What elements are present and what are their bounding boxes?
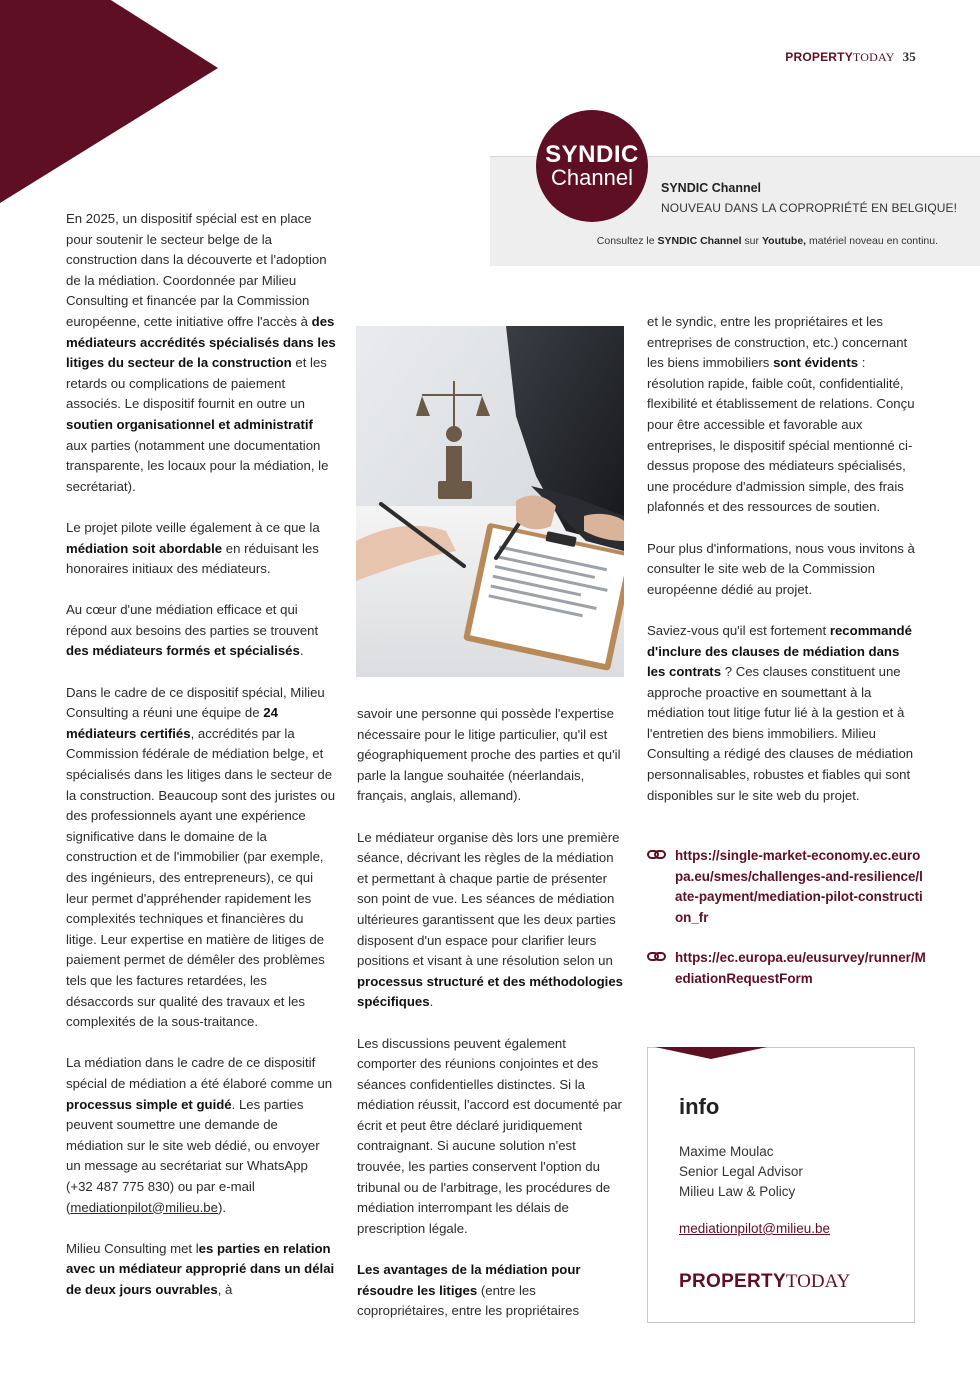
syndic-title: SYNDIC Channel <box>661 181 762 195</box>
page-number: 35 <box>902 49 916 64</box>
link-icon <box>647 846 667 928</box>
email-link[interactable]: mediationpilot@milieu.be <box>70 1199 218 1215</box>
link-list <box>647 846 927 1010</box>
syndic-note: Consultez le SYNDIC Channel sur Youtube, matériel noveau en continu. <box>596 235 938 247</box>
paragraph: Le médiateur organise dès lors une première séance, décrivant les règles de la médiation et permettant à chaque partie de présenter son point de vue. Les séances de médiation ultérieures garantissent que les deux parties disposent d'un espace pour clarifier leurs positions et visant à une résolution selon un processus structuré et des méthodologies spécifiques. <box>357 829 624 1010</box>
paragraph: Dans le cadre de ce dispositif spécial, Milieu Consulting a réuni une équipe de 24 médiateurs certifiés, accrédités par la Commission fédérale de médiation belge, et spécialisés dans les litiges dans le secteur de la construction. Beaucoup sont des juristes ou des professionnels ayant une expérience significative dans le domaine de la construction et de l'immobilier (par exemple, des ingénieurs, des entrepreneurs), ce qui leur permet d'appréhender rapidement les complexités techniques et financières du litige. Leur expertise en matière de litiges de paiement permet de démêler des problèmes tels que les factures retardées, les désaccords sur qualité des travaux et les complexités de la sous-traitance. <box>66 684 336 1030</box>
magazine-name: PROPERTYTODAY <box>785 50 895 64</box>
paragraph: Au cœur d'une médiation efficace et qui répond aux besoins des parties se trouvent des médiateurs formés et spécialisés. <box>66 602 319 659</box>
article-column-2 <box>357 704 627 1342</box>
link-url[interactable]: https://single-market-economy.ec.europa.eu/smes/challenges-and-resilience/late-payment/mediation-pilot-construction_fr <box>675 848 923 925</box>
article-photo <box>356 326 624 677</box>
paragraph: et le syndic, entre les propriétaires et les entreprises de construction, etc.) concernant les biens immobiliers sont évidents : résolution rapide, faible coût, confidentialité, flexibilité et établissement de relations. Conçu pour être accessible et favorable aux entreprises, le dispositif spécial mentionné ci-dessus propose des médiateurs spécialisés, une procédure d'admission simple, des frais plafonnés et des ressources de soutien. <box>647 314 915 515</box>
paragraph: Les discussions peuvent également comporter des réunions conjointes et des séances confidentielles distinctes. Si la médiation réussit, l'accord est documenté par écrit et peut être déclaré juridiquement contraignant. Si aucune solution n'est trouvée, les parties conservent l'option du tribunal ou de l'arbitrage, les procédures de médiation interrompant les délais de prescription légale. <box>357 1035 622 1236</box>
contact-role: Senior Legal Advisor <box>679 1164 803 1179</box>
paragraph: Les avantages de la médiation pour résoudre les litiges (entre les copropriétaires, entre les propriétaires <box>357 1262 581 1319</box>
magazine-logo: PROPERTY TODAY <box>679 1271 851 1292</box>
info-notch <box>655 1047 767 1059</box>
contact-name: Maxime Moulac <box>679 1144 774 1159</box>
contact-org: Milieu Law & Policy <box>679 1184 796 1199</box>
article-column-3 <box>647 312 919 827</box>
paragraph: Milieu Consulting met les parties en relation avec un médiateur approprié dans un délai de deux jours ouvrables, à <box>66 1240 335 1297</box>
contact-email-link[interactable]: mediationpilot@milieu.be <box>679 1221 831 1236</box>
paragraph: Le projet pilote veille également à ce que la médiation soit abordable en réduisant les honoraires initiaux des médiateurs. <box>66 519 320 577</box>
corner-triangle <box>0 0 220 205</box>
syndic-subtitle: NOUVEAU DANS LA COPROPRIÉTÉ EN BELGIQUE! <box>661 201 958 215</box>
link-item[interactable] <box>647 846 927 928</box>
paragraph: En 2025, un dispositif spécial est en place pour soutenir le secteur belge de la construction dans la découverte et l'adoption de la médiation. Coordonnée par Milieu Consulting et financée par la Commission européenne, cette initiative offre l'accès à des médiateurs accrédités spécialisés dans les litiges du secteur de la construction et les retards ou complications de paiement associés. Le dispositif fournit en outre un soutien organisationnel et administratif aux parties (notamment une documentation transparente, les locaux pour la médiation, le secrétariat). <box>66 211 336 494</box>
link-icon <box>647 948 667 989</box>
paragraph: Pour plus d'informations, nous vous invitons à consulter le site web de la Commission européenne dédié au projet. <box>647 540 915 597</box>
magazine-header <box>785 49 916 65</box>
paragraph: La médiation dans le cadre de ce dispositif spécial de médiation a été élaboré comme un processus simple et guidé. Les parties peuvent soumettre une demande de médiation sur le site web dédié, ou envoyer un message au secrétariat sur WhatsApp (+32 487 775 830) ou par e-mail (mediationpilot@milieu.be). <box>66 1055 333 1215</box>
info-contact <box>679 1142 803 1202</box>
syndic-logo: SYNDIC Channel <box>536 110 648 222</box>
link-url[interactable]: https://ec.europa.eu/eusurvey/runner/MediationRequestForm <box>675 950 926 986</box>
paragraph: Saviez-vous qu'il est fortement recommandé d'inclure des clauses de médiation dans les contrats ? Ces clauses constituent une approche proactive en soumettant à la médiation tout litige futur lié à la gestion et à l'entretien des biens immobiliers. Milieu Consulting a rédigé des clauses de médiation personnalisables, robustes et fiables qui sont disponibles sur le site web du projet. <box>647 622 914 803</box>
info-title: info <box>679 1094 720 1119</box>
article-column-1 <box>66 209 336 1321</box>
link-item[interactable] <box>647 948 927 989</box>
paragraph: savoir une personne qui possède l'expertise nécessaire pour le litige particulier, qu'il est géographiquement proche des parties et qu'il parle la langue souhaitée (néerlandais, français, anglais, allemand). <box>357 706 621 804</box>
